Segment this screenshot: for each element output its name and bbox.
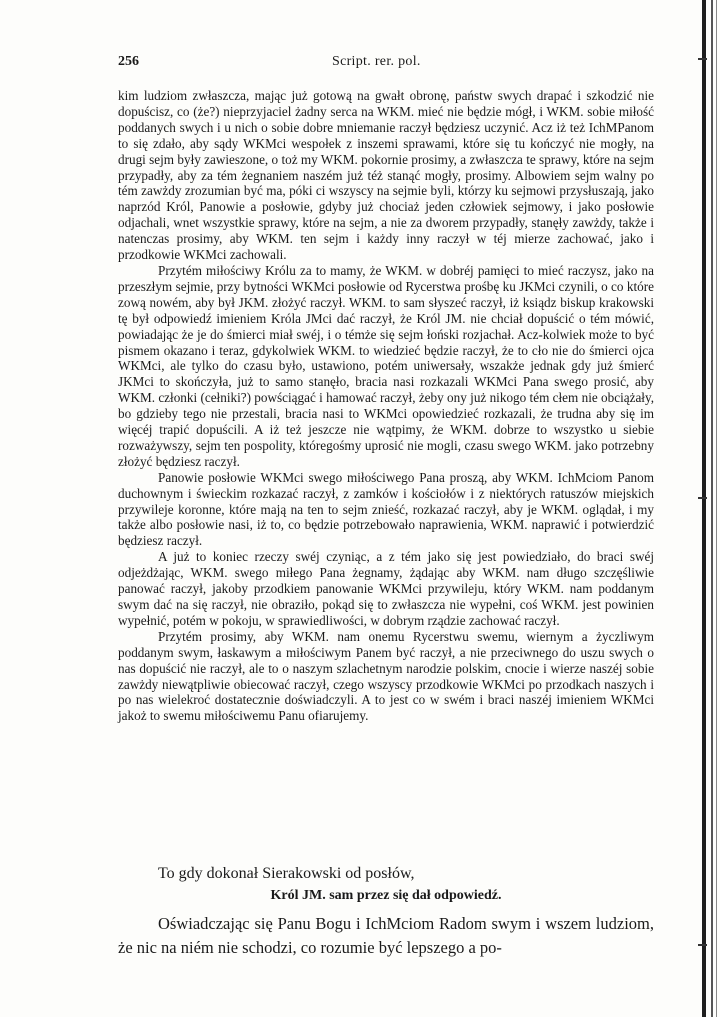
binding-edge-tick	[698, 58, 707, 60]
reply-text	[118, 912, 654, 960]
page-header	[118, 54, 654, 74]
binding-edge-tick	[698, 944, 707, 946]
paragraph: kim ludziom zwłaszcza, mając już gotową na gwałt obronę, państw swych drapać i szkodzić nie dopuścisz, co (że?) nieprzyjaciel żadny serca na WKM. mieć nie będzie mógł, i WKM. sobie miłość poddanych swych i u nich o sobie dobre mniemanie raczył będziesz uczynić. Acz iż też IchMPanom to się zdało, aby sądy WKMci wespołek z inszemi sprawami, które się tu kończyć nie mogły, na drugi sejm były zawieszone, o toż my WKM. pokornie prosimy, a zwłaszcza te sprawy, które na sejm przypadły, aby za tém żegnaniem naszém już téż stanąć mogły, prosimy. Albowiem sejm walny po tém zawżdy zrozumian być ma, póki ci wszyscy na sejmie byli, którzy ku sejmowi przysłuszają, jako naprzód Król, Panowie a posłowie, gdyby już chociaż jeden człowiek sejmowy, i jako posłowie odjachali, wnet wszystkie sprawy, które na sejm, a nie za dworem przypadły, stanęły zawżdy, także i natenczas prosimy, aby WKM. ten sejm i każdy inny raczył w téj mierze zachować, jako i przodkowie WKMci zachowali.	[118, 88, 654, 263]
paragraph: Przytém miłościwy Królu za to mamy, że WKM. w dobréj pamięci to mieć raczysz, jako na przeszłym sejmie, przy bytności WKMci posłowie od Rycerstwa prośbę ku JKMci czynili, o co które zową nowém, aby był JKM. złożyć raczył. WKM. to sam słyszeć raczył, iż ksiądz biskup krakowski tę był odpowiedź imieniem Króla JMci dać raczył, że Król JM. nie chciał dopuścić o tém mówić, powiadając że je do śmierci miał swéj, i o témże się sejm łoński rozjachał. Acz-kolwiek może to być pismem okazano i teraz, gdykolwiek WKM. to wiedzieć będzie raczył, że to cło nie do śmierci ojca WKMci, ale tylko do czasu było, ustawiono, potém uniwersały, wszakże jednak gdy już śmierć JKMci to skończyła, już to samo stanęło, bracia nasi rozkazali WKMci Pana swego prosić, aby WKM. członki (cełniki?) powściągać i hamować raczył, żeby ony już nikogo tém cłem nie obciążały, bo gdzieby tego nie przestali, bracia nasi to WKMci opowiedzieć rozkazali, że trudna aby się im więcéj trapić dopuścili. A iż też jeszcze nie wątpimy, że WKM. dobrze to wszystko u siebie rozważywszy, sejm ten pospolity, któregośmy uprosić nie mogli, czasu swego WKM. jako potrzebny złożyć będziesz raczył.	[118, 262, 654, 469]
paragraph: A już to koniec rzeczy swéj czyniąc, a z tém jako się jest powiedziało, do braci swéj odjeżdżając, WKM. swego miłego Pana żegnamy, żądając aby WKM. nam długo szczęśliwie panować raczył, jakoby przodkiem panowanie WKMci przywileju, który WKM. nam poddanym swym dać na się raczył, nie obraziło, pokąd się to zwłaszcza nie wypełni, coś WKM. jest powinien wypełnić, potém w pokoju, w sprawiedliwości, w dobrym rządzie zachować raczył.	[118, 549, 654, 628]
body-text	[118, 88, 654, 724]
reply-paragraph: Oświadczając się Panu Bogu i IchMciom Radom swym i wszem ludziom, że nic na niém nie schodzi, co rozumie być lepszego a po-	[118, 914, 654, 957]
binding-edge-line	[711, 0, 713, 1017]
binding-edge	[698, 0, 720, 1017]
binding-edge-line	[716, 0, 717, 1017]
paragraph: Panowie posłowie WKMci swego miłościwego Pana proszą, aby WKM. IchMciom Panom duchownym i świeckim rozkazać raczył, z zamków i kościołów i z niektórych ratuszów miejskich przywileje koronne, które mają na ten to sejm znieść, rozkazać raczył, aby je WKM. oglądał, i my także albo posłowie nasi, iż to, co będzie potrzebowało naprawienia, WKM. naprawić i potwierdzić będziesz raczył.	[118, 469, 654, 549]
section-line: To gdy dokonał Sierakowski od posłów,	[158, 865, 415, 882]
binding-edge-tick	[698, 497, 707, 499]
paragraph: Przytém prosimy, aby WKM. nam onemu Rycerstwu swemu, wiernym a życzliwym poddanym swym, łaskawym a miłościwym Panem być raczył, a nie przeciwnego do uszu swych o nas dopuścić nie raczył, ale to o naszym szlachetnym narodzie polskim, cnocie i wierze naszéj sobie zawżdy niewątpliwie obiecować raczył, czego wszyscy przodkowie WKMci po przodkach naszych i po nas wielekroć dostatecznie doświadczyli. A to jest co w swém i braci naszéj imieniem WKMci jakoż to swemu miłościwemu Panu ofiarujemy.	[118, 628, 654, 724]
binding-edge-line	[702, 0, 706, 1017]
page-number: 256	[118, 54, 139, 69]
running-title: Script. rer. pol.	[332, 54, 421, 69]
subheading: Król JM. sam przez się dał odpowiedź.	[270, 888, 502, 903]
